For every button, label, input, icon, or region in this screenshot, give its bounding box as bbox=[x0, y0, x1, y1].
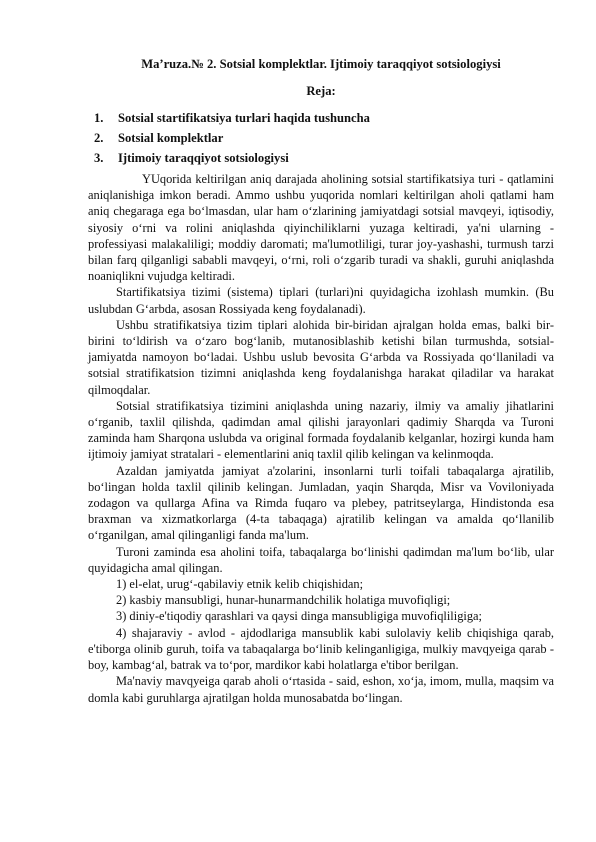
lecture-title: Ma’ruza.№ 2. Sotsial komplektlar. Ijtimoiy taraqqiyot sotsiologiysi bbox=[141, 57, 501, 71]
plan-item bbox=[88, 148, 554, 168]
plan-item-label: Ijtimoiy taraqqiyot sotsiologiysi bbox=[118, 151, 289, 165]
paragraph: Ma'naviy mavqyeiga qarab aholi o‘rtasida - said, eshon, xo‘ja, imom, mulla, maqsim va domla kabi guruhlarga ajratilgan holda munosabatda bo‘lingan. bbox=[88, 674, 554, 705]
paragraph: Turoni zaminda esa aholini toifa, tabaqalarga bo‘linishi qadimdan ma'lum bo‘lib, ular quyidagicha amal qilingan. bbox=[88, 544, 554, 575]
plan-item bbox=[88, 108, 554, 128]
list-paragraph: 3) diniy-e'tiqodiy qarashlari va qaysi dinga mansubligiga muvofiqliligiga; bbox=[116, 609, 482, 624]
plan-heading: Reja: bbox=[306, 84, 336, 98]
plan-item-label: Sotsial startifikatsiya turlari haqida tushuncha bbox=[118, 111, 370, 125]
plan-item-label: Sotsial komplektlar bbox=[118, 131, 224, 145]
paragraph: YUqorida keltirilgan aniq darajada aholining sotsial startifikatsiya turi - qatlamini aniqlanishiga imkon beradi. Ammo ushbu yuqorida nomlari keltirilgan aholi qatlami ham aniq chegaraga ega bo‘lmasdan, ular ham o‘zlarining jamiyatdagi sotsial mavqeyi, iqtisodiy, siyosiy o‘rni va rolini aniqlashda qiyinchiliklarni yuzaga keltiradi, ya'ni ularning - professiyasi malakaliligi; moddiy daromati; ma'lumotliligi, turar joy-yashashi, turmush tarzi bilan farq qilganligi sababli mavqeyi, o‘rni, roli o‘zgarib turadi va shakli, guruhi aniqlashda noaniqlikni vujudga keltiradi. bbox=[88, 172, 554, 284]
list-paragraph: 4) shajaraviy - avlod - ajdodlariga mansublik kabi sulolaviy kelib chiqishiga qarab, e'tiborga olinib guruh, toifa va tabaqalarga bo‘linib kelinganligiga, mulkiy mavqyeiga qarab - boy, kambag‘al, batrak va to‘por, mardikor kabi holatlarga e'tibor berilgan. bbox=[88, 625, 554, 673]
paragraph: Startifikatsiya tizimi (sistema) tiplari (turlari)ni quyidagicha izohlash mumkin. (Bu uslubdan G‘arbda, asosan Rossiyada keng foydalanadi). bbox=[88, 285, 554, 316]
paragraph: Ushbu stratifikatsiya tizim tiplari alohida bir-biridan ajralgan holda emas, balki bir-birini to‘ldirish va o‘zaro bog‘lanib, mutanosiblashib ketishi bilan turmushda, sotsial-jamiyatda namoyon bo‘ladai. Ushbu uslub bevosita G‘arbda va Rossiyada qo‘llaniladi va sotsial stratifikatsion tizimni aniqlashda keng foydalanishga harakat qiladilar va harakat qilmoqdalar. bbox=[88, 317, 554, 397]
plan-item bbox=[88, 128, 554, 148]
plan-list bbox=[88, 108, 554, 168]
plan-item-number: 3. bbox=[94, 151, 104, 165]
list-paragraph: 1) el-elat, urug‘-qabilaviy etnik kelib chiqishidan; bbox=[116, 577, 364, 592]
plan-item-number: 1. bbox=[94, 111, 104, 125]
body-text bbox=[88, 171, 554, 706]
paragraph: Sotsial stratifikatsiya tizimini aniqlashda uning nazariy, ilmiy va amaliy jihatlarini o‘rganib, taxlil qilishda, qadimdan amal qilishi jarayonlari qadimiy Sharqda va Turoni zaminda ham Sharqona uslubda va original formada foydalanib kelganlar, hozirgi kunda ham ijtimoiy jamiyat stratalari - elementlarini aniq taxlil qilib kelingan va kelinmoqda. bbox=[88, 398, 554, 462]
document-page bbox=[88, 56, 554, 706]
plan-item-number: 2. bbox=[94, 131, 104, 145]
paragraph: Azaldan jamiyatda jamiyat a'zolarini, insonlarni turli toifali tabaqalarga ajratilib, bo‘lingan holda taxlil qilinib kelingan. Jumladan, yaqin Sharqda, Misr va Voviloniyada zodagon va qullarga Afina va Rimda fuqaro va plebey, patritseylarga, Hindistonda esa braxman va xizmatkorlarga (4-ta tabaqaga) ajratilib kelingan va amalda qo‘llanilib o‘rganilgan, amal qilinganligi fanda ma'lum. bbox=[88, 463, 554, 543]
list-paragraph: 2) kasbiy mansubligi, hunar-hunarmandchilik holatiga muvofiqligi; bbox=[116, 593, 451, 608]
